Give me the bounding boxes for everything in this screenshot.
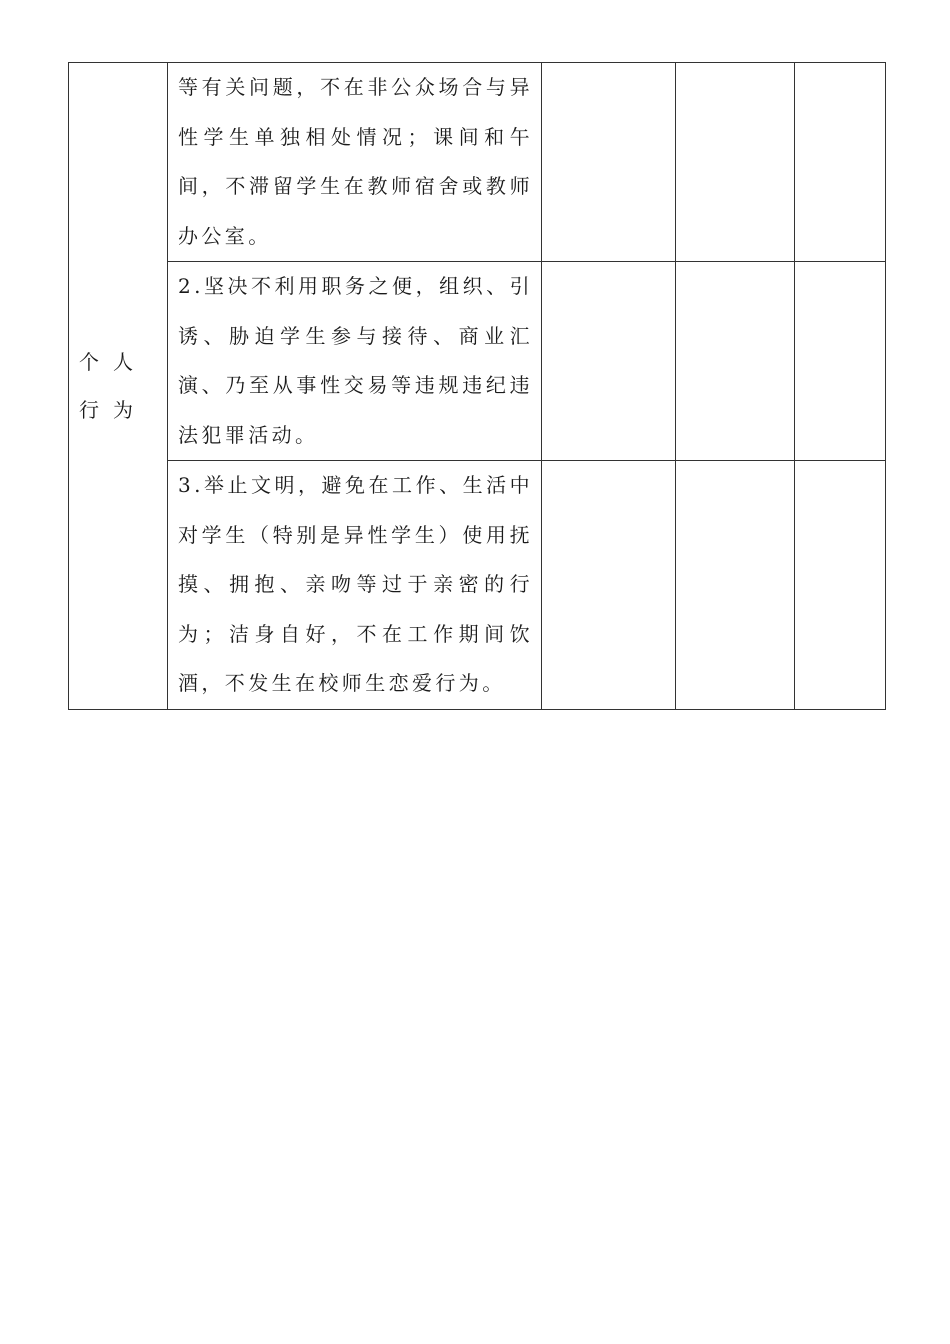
- content-cell: [168, 63, 542, 262]
- blank-cell: [795, 262, 886, 461]
- blank-cell: [676, 63, 795, 262]
- blank-cell: [795, 461, 886, 710]
- blank-cell: [795, 63, 886, 262]
- category-label: 个人行为: [79, 350, 147, 422]
- blank-cell: [676, 461, 795, 710]
- content-text: 2.坚决不利用职务之便，组织、引诱、胁迫学生参与接待、商业汇演、乃至从事性交易等违规违纪违法犯罪活动。: [178, 274, 533, 447]
- blank-cell: [676, 262, 795, 461]
- conduct-table: [68, 62, 886, 710]
- blank-cell: [542, 262, 676, 461]
- content-cell: [168, 461, 542, 710]
- blank-cell: [542, 461, 676, 710]
- content-cell: [168, 262, 542, 461]
- category-cell: [69, 63, 168, 710]
- table-row: [69, 63, 886, 262]
- content-text: 3.举止文明，避免在工作、生活中对学生（特别是异性学生）使用抚摸、拥抱、亲吻等过于亲密的行为；洁身自好，不在工作期间饮酒，不发生在校师生恋爱行为。: [178, 473, 533, 696]
- table-row: [69, 262, 886, 461]
- blank-cell: [542, 63, 676, 262]
- content-text: 等有关问题，不在非公众场合与异性学生单独相处情况；课间和午间，不滞留学生在教师宿舍或教师办公室。: [178, 75, 533, 248]
- table-row: [69, 461, 886, 710]
